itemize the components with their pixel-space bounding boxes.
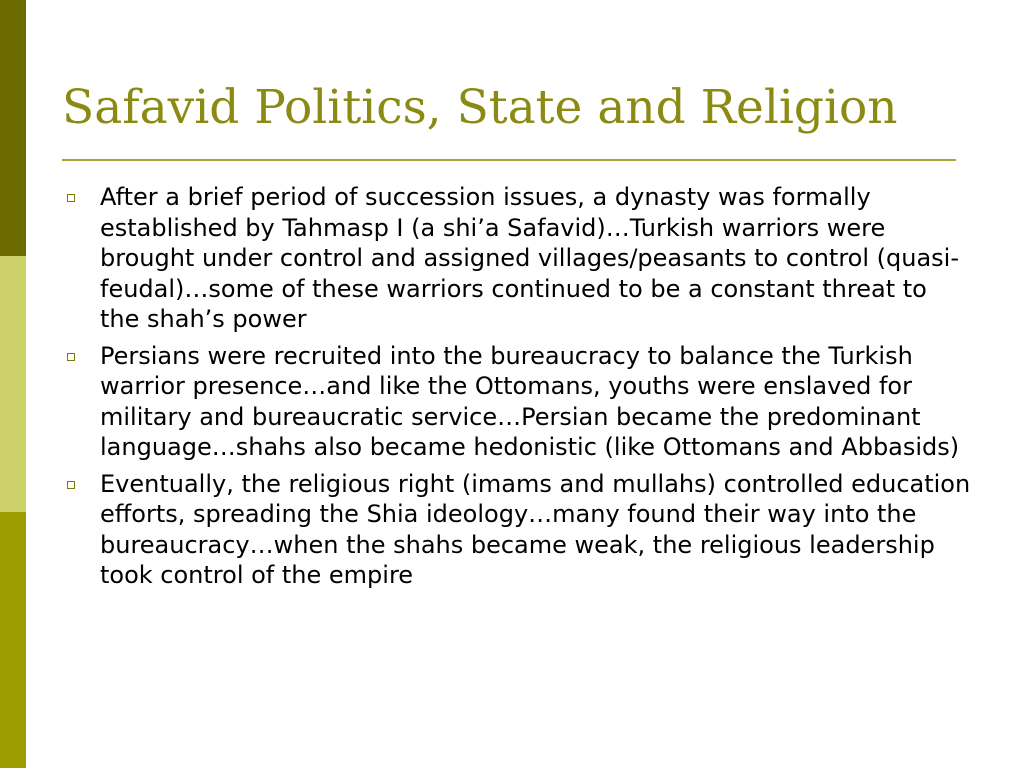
bullet-item: [62, 341, 972, 463]
bullet-text: Eventually, the religious right (imams and mullahs) controlled education efforts, spreading the Shia ideology…many found their way into the bureaucracy…when the shahs became weak, the religious leadership took control of the empire: [100, 469, 971, 589]
bullet-item: [62, 182, 972, 335]
title-divider: [62, 159, 956, 161]
sidebar-stripe-bottom: [0, 512, 26, 768]
square-bullet-icon: [67, 353, 75, 361]
square-bullet-icon: [67, 481, 75, 489]
slide-title: Safavid Politics, State and Religion: [62, 80, 898, 135]
bullet-text: Persians were recruited into the bureaucracy to balance the Turkish warrior presence…and like the Ottomans, youths were enslaved for military and bureaucratic service…Persian became the predominant language…shahs also became hedonistic (like Ottomans and Abbasids): [100, 341, 960, 461]
bullet-list: [62, 182, 972, 597]
square-bullet-icon: [67, 194, 75, 202]
bullet-item: [62, 469, 972, 591]
bullet-text: After a brief period of succession issues, a dynasty was formally established by Tahmasp I (a shi’a Safavid)…Turkish warriors were brought under control and assigned villages/peasants to control (quasi-feudal)…some of these warriors continued to be a constant threat to the shah’s power: [100, 183, 959, 333]
sidebar-stripe-top: [0, 0, 26, 256]
sidebar-stripe-middle: [0, 256, 26, 512]
